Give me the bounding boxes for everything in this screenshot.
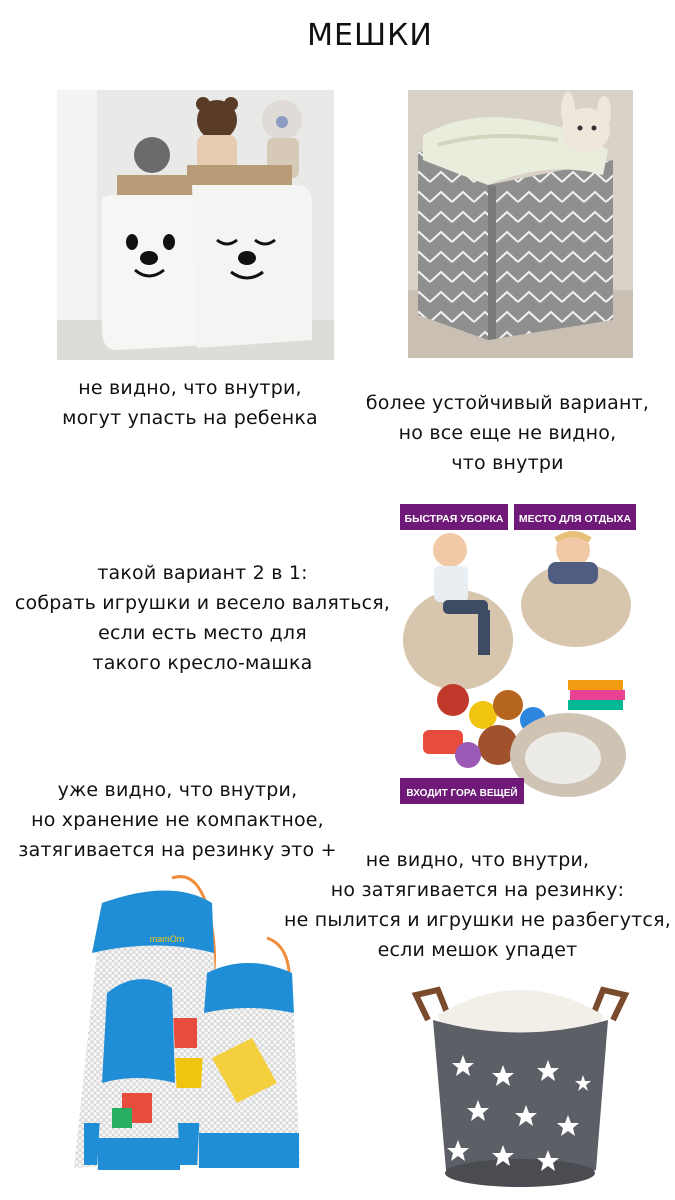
caption-line: уже видно, что внутри, [57,779,298,801]
caption-line: что внутри [451,452,564,474]
caption-line: не видно, что внутри, [78,377,302,399]
caption-line: такой вариант 2 в 1: [97,562,308,584]
caption-paper-bags [30,373,350,433]
star-laundry-basket-photo [408,965,633,1193]
badge-rest-place: МЕСТО ДЛЯ ОТДЫХА [518,513,632,525]
caption-line: не видно, что внутри, [365,849,590,871]
caption-line: если мешок упадет [377,939,578,961]
caption-line: собрать игрушки и весело валяться, [14,592,391,614]
grey-fabric-box-photo [408,90,633,358]
caption-line: но хранение не компактное, [31,809,324,831]
caption-line: могут упасть на ребенка [62,407,318,429]
caption-fabric-box [340,388,675,478]
caption-line: такого кресло-машка [92,652,313,674]
paper-bear-bags-photo [57,90,334,360]
beanbag-toy-sack-photo [398,500,638,810]
badge-quick-cleanup: БЫСТРАЯ УБОРКА [404,513,504,525]
mesh-drawstring-bags-photo [62,868,312,1180]
caption-line: если есть место для [98,622,307,644]
badge-holds-many: ВХОДИТ ГОРА ВЕЩЕЙ [406,788,518,799]
caption-beanbag [0,558,405,678]
caption-line: но затягивается на резинку: [330,879,625,901]
caption-line: не пылится и игрушки не разбегутся, [284,909,671,931]
caption-line: более устойчивый вариант, [365,392,650,414]
caption-line: затягивается на резинку это + [18,839,337,861]
page-title: МЕШКИ [307,18,433,53]
brand-label: mamOm [149,934,185,944]
caption-line: но все еще не видно, [398,422,617,444]
caption-star-basket [280,845,675,965]
